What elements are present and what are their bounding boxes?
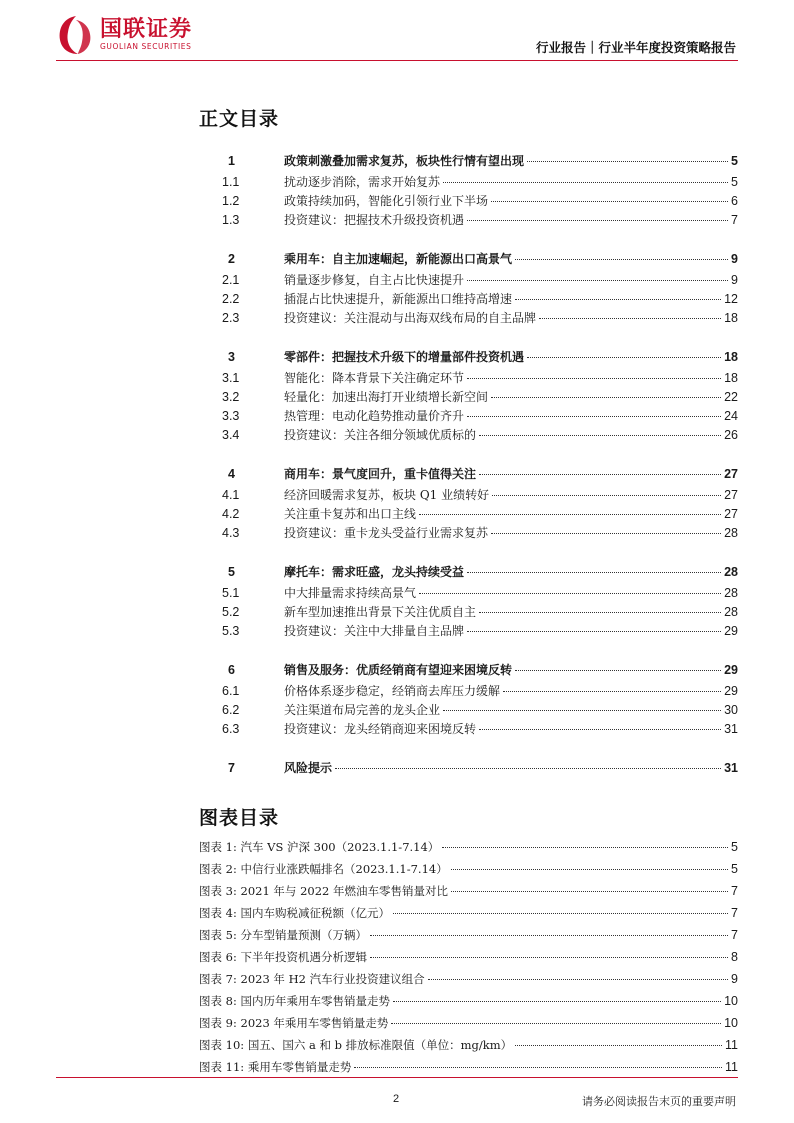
dot-leader <box>467 572 721 573</box>
toc-page-number: 22 <box>724 390 738 404</box>
dot-leader <box>443 182 728 183</box>
toc-subsection-row[interactable] <box>219 505 738 524</box>
toc-page-number: 18 <box>724 311 738 325</box>
toc-page-number: 7 <box>731 213 738 227</box>
toc-subsection-row[interactable] <box>219 426 738 445</box>
toc-page-number: 27 <box>724 507 738 521</box>
toc-page-number: 29 <box>724 684 738 698</box>
toc-group <box>219 348 738 445</box>
toc-subsection-row[interactable] <box>219 271 738 290</box>
logo-en: GUOLIAN SECURITIES <box>100 42 192 51</box>
figure-page-number: 11 <box>725 1038 738 1052</box>
toc-number: 4.2 <box>222 507 240 521</box>
figure-page-number: 10 <box>724 1016 738 1030</box>
toc-group <box>219 759 738 778</box>
dot-leader <box>515 259 728 260</box>
toc-entry-title: 投资建议：龙头经销商迎来困境反转 <box>284 722 477 736</box>
dot-leader <box>491 533 721 534</box>
toc-subsection-row[interactable] <box>219 192 738 211</box>
figure-page-number: 10 <box>724 994 738 1008</box>
toc-page-number: 31 <box>724 761 738 775</box>
toc-subsection-row[interactable] <box>219 388 738 407</box>
dot-leader <box>370 957 728 958</box>
toc-subsection-row[interactable] <box>219 720 738 739</box>
dot-leader <box>467 631 721 632</box>
dot-leader <box>467 220 728 221</box>
dot-leader <box>492 495 721 496</box>
dot-leader <box>491 397 721 398</box>
toc-entry-title: 插混占比快速提升，新能源出口维持高增速 <box>284 292 513 306</box>
figure-row[interactable] <box>199 968 738 990</box>
toc-section-row[interactable] <box>219 759 738 778</box>
footer-divider <box>56 1077 738 1078</box>
toc-page-number: 28 <box>724 565 738 579</box>
toc-subsection-row[interactable] <box>219 524 738 543</box>
toc-page-number: 18 <box>724 371 738 385</box>
toc-number: 6.1 <box>222 684 240 698</box>
figure-title: 图表 5: 分车型销量预测（万辆） <box>199 928 368 942</box>
figure-title: 图表 7: 2023 年 H2 汽车行业投资建议组合 <box>199 972 425 986</box>
dot-leader <box>491 201 728 202</box>
toc-number: 2 <box>228 252 235 266</box>
dot-leader <box>515 299 721 300</box>
figure-row[interactable] <box>199 924 738 946</box>
toc-title: 正文目录 <box>199 108 280 130</box>
figure-title: 图表 6: 下半年投资机遇分析逻辑 <box>199 950 368 964</box>
figure-title: 图表 9: 2023 年乘用车零售销量走势 <box>199 1016 389 1030</box>
figure-title: 图表 2: 中信行业涨跌幅排名（2023.1.1-7.14） <box>199 862 448 876</box>
toc-entry-title: 关注重卡复苏和出口主线 <box>284 507 417 521</box>
dot-leader <box>479 474 721 475</box>
toc-subsection-row[interactable] <box>219 173 738 192</box>
toc-page-number: 29 <box>724 624 738 638</box>
toc-number: 2.2 <box>222 292 240 306</box>
disclaimer: 请务必阅读报告末页的重要声明 <box>582 1095 736 1108</box>
toc-entry-title: 智能化：降本背景下关注确定环节 <box>284 371 465 385</box>
dot-leader <box>479 729 721 730</box>
toc-section-row[interactable] <box>219 563 738 582</box>
toc-subsection-row[interactable] <box>219 584 738 603</box>
toc-entry-title: 销售及服务：优质经销商有望迎来困境反转 <box>284 663 513 677</box>
toc-entry-title: 投资建议：关注混动与出海双线布局的自主品牌 <box>284 311 537 325</box>
dot-leader <box>527 161 728 162</box>
toc-number: 6.2 <box>222 703 240 717</box>
toc-entry-title: 乘用车：自主加速崛起，新能源出口高景气 <box>284 252 513 266</box>
toc-number: 1.3 <box>222 213 240 227</box>
toc-group <box>219 250 738 328</box>
dot-leader <box>419 593 721 594</box>
toc-entry-title: 商用车：景气度回升，重卡值得关注 <box>284 467 477 481</box>
toc-page-number: 18 <box>724 350 738 364</box>
toc-entry-title: 投资建议：关注中大排量自主品牌 <box>284 624 465 638</box>
toc-number: 7 <box>228 761 235 775</box>
toc-entry-title: 投资建议：关注各细分领域优质标的 <box>284 428 477 442</box>
toc-number: 5.2 <box>222 605 240 619</box>
toc-number: 6 <box>228 663 235 677</box>
dot-leader <box>354 1067 722 1068</box>
figure-page-number: 5 <box>731 840 738 854</box>
figure-row[interactable] <box>199 946 738 968</box>
figure-row[interactable] <box>199 858 738 880</box>
toc-group <box>219 152 738 230</box>
toc-page-number: 31 <box>724 722 738 736</box>
toc-section-row[interactable] <box>219 465 738 484</box>
toc-page-number: 12 <box>724 292 738 306</box>
dot-leader <box>391 1023 721 1024</box>
toc-section-row[interactable] <box>219 152 738 171</box>
toc-entry-title: 零部件：把握技术升级下的增量部件投资机遇 <box>284 350 525 364</box>
company-logo <box>56 14 192 56</box>
figure-row[interactable] <box>199 990 738 1012</box>
toc-page-number: 5 <box>731 154 738 168</box>
dot-leader <box>515 670 721 671</box>
toc-page-number: 28 <box>724 526 738 540</box>
toc-page-number: 5 <box>731 175 738 189</box>
dot-leader <box>393 1001 721 1002</box>
toc-number: 1 <box>228 154 235 168</box>
figure-page-number: 9 <box>731 972 738 986</box>
dot-leader <box>419 514 721 515</box>
figure-title: 图表 1: 汽车 VS 沪深 300（2023.1.1-7.14） <box>199 840 440 854</box>
toc-page-number: 27 <box>724 467 738 481</box>
dot-leader <box>428 979 728 980</box>
toc-number: 3.4 <box>222 428 240 442</box>
figure-title: 图表 11: 乘用车零售销量走势 <box>199 1060 352 1074</box>
toc-entry-title: 政策持续加码，智能化引领行业下半场 <box>284 194 489 208</box>
figure-page-number: 7 <box>731 884 738 898</box>
figure-list <box>199 836 738 1078</box>
toc-number: 3.3 <box>222 409 240 423</box>
report-type: 行业报告｜行业半年度投资策略报告 <box>535 40 736 55</box>
toc-page-number: 30 <box>724 703 738 717</box>
figure-title: 图表 8: 国内历年乘用车零售销量走势 <box>199 994 391 1008</box>
toc-subsection-row[interactable] <box>219 407 738 426</box>
dot-leader <box>451 891 728 892</box>
figure-row[interactable] <box>199 1012 738 1034</box>
dot-leader <box>539 318 721 319</box>
toc-subsection-row[interactable] <box>219 211 738 230</box>
toc-subsection-row[interactable] <box>219 603 738 622</box>
toc-entry-title: 价格体系逐步稳定，经销商去库压力缓解 <box>284 684 501 698</box>
toc-number: 3.1 <box>222 371 240 385</box>
figure-title: 图表 10: 国五、国六 a 和 b 排放标准限值（单位：mg/km） <box>199 1038 513 1052</box>
toc-subsection-row[interactable] <box>219 369 738 388</box>
toc-subsection-row[interactable] <box>219 290 738 309</box>
dot-leader <box>467 416 721 417</box>
toc-entry-title: 投资建议：把握技术升级投资机遇 <box>284 213 465 227</box>
page-header <box>0 0 794 64</box>
toc-page-number: 28 <box>724 605 738 619</box>
dot-leader <box>527 357 721 358</box>
toc-entry-title: 投资建议：重卡龙头受益行业需求复苏 <box>284 526 489 540</box>
logo-emblem-icon <box>56 14 96 56</box>
dot-leader <box>515 1045 722 1046</box>
toc-page-number: 9 <box>731 252 738 266</box>
dot-leader <box>467 280 728 281</box>
toc-entry-title: 热管理：电动化趋势推动量价齐升 <box>284 409 465 423</box>
figure-row[interactable] <box>199 880 738 902</box>
toc-subsection-row[interactable] <box>219 701 738 720</box>
toc-group <box>219 563 738 641</box>
dot-leader <box>442 847 728 848</box>
figures-title: 图表目录 <box>199 807 280 829</box>
toc-entry-title: 关注渠道布局完善的龙头企业 <box>284 703 441 717</box>
figure-page-number: 7 <box>731 928 738 942</box>
toc-section-row[interactable] <box>219 250 738 269</box>
toc-group <box>219 465 738 543</box>
figure-row[interactable] <box>199 836 738 858</box>
toc-page-number: 28 <box>724 586 738 600</box>
toc-subsection-row[interactable] <box>219 622 738 641</box>
toc-group <box>219 661 738 739</box>
toc-entry-title: 销量逐步修复，自主占比快速提升 <box>284 273 465 287</box>
toc-entry-title: 扰动逐步消除，需求开始复苏 <box>284 175 441 189</box>
toc-entry-title: 风险提示 <box>284 761 333 775</box>
dot-leader <box>443 710 721 711</box>
figure-row[interactable] <box>199 1056 738 1078</box>
figure-page-number: 8 <box>731 950 738 964</box>
toc-number: 4 <box>228 467 235 481</box>
toc-entry-title: 经济回暖需求复苏，板块 Q1 业绩转好 <box>284 488 490 502</box>
figure-row[interactable] <box>199 1034 738 1056</box>
figure-page-number: 11 <box>725 1060 738 1074</box>
figure-page-number: 5 <box>731 862 738 876</box>
dot-leader <box>393 913 728 914</box>
toc-subsection-row[interactable] <box>219 486 738 505</box>
toc-entry-title: 政策刺激叠加需求复苏，板块性行情有望出现 <box>284 154 525 168</box>
dot-leader <box>451 869 728 870</box>
toc-page-number: 6 <box>731 194 738 208</box>
toc-number: 5 <box>228 565 235 579</box>
page-number: 2 <box>393 1093 400 1105</box>
dot-leader <box>467 378 721 379</box>
figure-row[interactable] <box>199 902 738 924</box>
toc-page-number: 27 <box>724 488 738 502</box>
toc-page-number: 29 <box>724 663 738 677</box>
toc-number: 5.3 <box>222 624 240 638</box>
dot-leader <box>479 612 721 613</box>
table-of-contents <box>219 152 738 798</box>
toc-number: 1.2 <box>222 194 240 208</box>
toc-subsection-row[interactable] <box>219 682 738 701</box>
figure-title: 图表 3: 2021 年与 2022 年燃油车零售销量对比 <box>199 884 449 898</box>
toc-number: 3.2 <box>222 390 240 404</box>
logo-cn: 国联证券 <box>100 17 193 42</box>
dot-leader <box>370 935 728 936</box>
figure-page-number: 7 <box>731 906 738 920</box>
toc-entry-title: 轻量化：加速出海打开业绩增长新空间 <box>284 390 489 404</box>
figure-title: 图表 4: 国内车购税减征税额（亿元） <box>199 906 391 920</box>
toc-number: 4.1 <box>222 488 240 502</box>
dot-leader <box>335 768 721 769</box>
toc-section-row[interactable] <box>219 661 738 680</box>
header-divider <box>56 60 738 61</box>
toc-entry-title: 中大排量需求持续高景气 <box>284 586 417 600</box>
dot-leader <box>479 435 721 436</box>
toc-number: 1.1 <box>222 175 240 189</box>
toc-entry-title: 新车型加速推出背景下关注优质自主 <box>284 605 477 619</box>
toc-number: 2.3 <box>222 311 240 325</box>
toc-number: 3 <box>228 350 235 364</box>
toc-section-row[interactable] <box>219 348 738 367</box>
toc-number: 4.3 <box>222 526 240 540</box>
toc-entry-title: 摩托车：需求旺盛，龙头持续受益 <box>284 565 465 579</box>
toc-page-number: 9 <box>731 273 738 287</box>
dot-leader <box>503 691 721 692</box>
toc-number: 2.1 <box>222 273 240 287</box>
toc-number: 5.1 <box>222 586 240 600</box>
toc-number: 6.3 <box>222 722 240 736</box>
toc-page-number: 24 <box>724 409 738 423</box>
toc-page-number: 26 <box>724 428 738 442</box>
toc-subsection-row[interactable] <box>219 309 738 328</box>
